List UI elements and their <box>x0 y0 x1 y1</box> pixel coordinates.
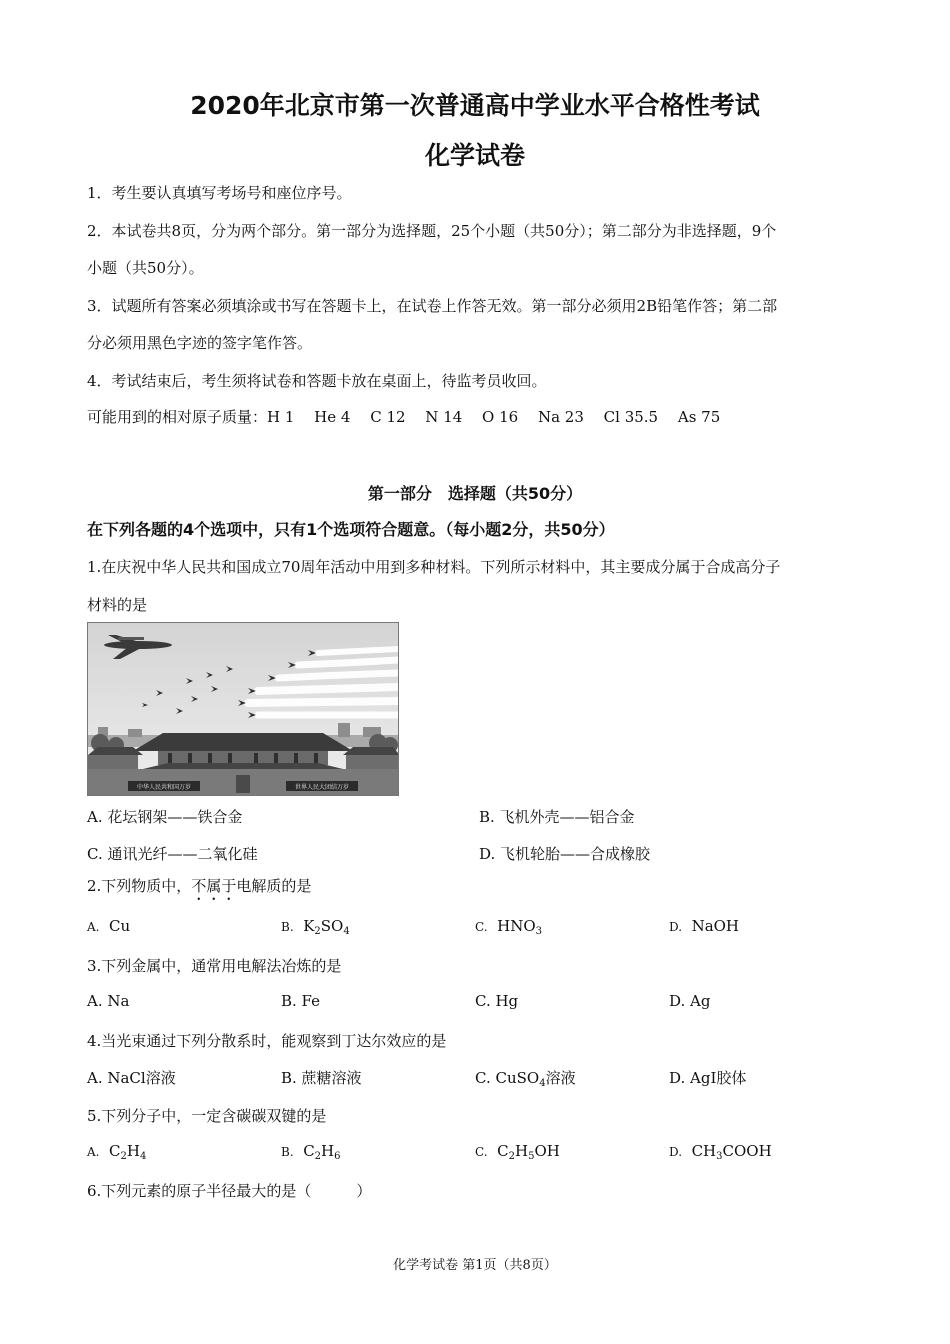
q2-a-label: A. <box>87 920 100 934</box>
q2-c-label: C. <box>475 920 488 934</box>
exam-title: 2020年北京市第一次普通高中学业水平合格性考试 <box>190 91 760 120</box>
q2-b-post: SO <box>320 917 344 935</box>
q2-option-b <box>281 917 350 937</box>
q2-d-text: NaOH <box>691 917 740 935</box>
q2-d-label: D. <box>669 920 683 934</box>
q5-b-s2: 6 <box>334 1151 341 1162</box>
q2-b-sub2: 4 <box>343 926 350 937</box>
q2-stem-post: 电解质的是 <box>236 877 312 895</box>
banner-right-text: 世界人民大团结万岁 <box>294 784 350 791</box>
q4-option-a: A. NaCl溶液 <box>87 1069 176 1087</box>
note-3a: 3．试题所有答案必须填涂或书写在答题卡上，在试卷上作答无效。第一部分必须用2B铅笔作答；第二部 <box>87 297 778 315</box>
q3-option-b: B. Fe <box>281 992 321 1010</box>
q2-option-a <box>87 917 130 935</box>
q3-stem: 3.下列金属中，通常用电解法冶炼的是 <box>87 957 342 975</box>
q5-c-pre: C <box>497 1142 509 1160</box>
note-1: 1．考生要认真填写考场号和座位序号。 <box>87 184 352 202</box>
q5-c-s1: 2 <box>508 1151 515 1162</box>
q5-option-d <box>669 1142 772 1162</box>
q1-option-a: A. 花坛钢架——铁合金 <box>87 808 243 826</box>
q5-c-mid: H <box>514 1142 529 1160</box>
q5-a-label: A. <box>87 1145 100 1159</box>
q1-stem-line1: 1.在庆祝中华人民共和国成立70周年活动中用到多种材料。下列所示材料中，其主要成分属于合成高分子 <box>87 558 781 576</box>
q5-b-pre: C <box>303 1142 315 1160</box>
q4-option-d: D. AgI胶体 <box>669 1069 747 1087</box>
q5-c-label: C. <box>475 1145 488 1159</box>
q5-stem: 5.下列分子中，一定含碳碳双键的是 <box>87 1107 327 1125</box>
q5-a-mid: H <box>126 1142 140 1160</box>
section-heading: 第一部分 选择题（共50分） <box>367 484 583 503</box>
q5-option-c <box>475 1142 560 1162</box>
page-footer: 化学考试卷 第1页（共8页） <box>393 1258 557 1273</box>
q5-option-a <box>87 1142 146 1162</box>
note-3b: 分必须用黑色字迹的签字笔作答。 <box>87 334 313 352</box>
note-2b: 小题（共50分）。 <box>87 259 204 277</box>
q5-a-s2: 4 <box>139 1151 147 1162</box>
q6-stem: 6.下列元素的原子半径最大的是（ ） <box>87 1182 372 1200</box>
q4-c-sub: 4 <box>539 1078 546 1089</box>
section-instruction: 在下列各题的4个选项中，只有1个选项符合题意。（每小题2分，共50分） <box>87 520 615 539</box>
q2-c-pre: HNO <box>497 917 536 935</box>
q5-a-s1: 2 <box>120 1151 127 1162</box>
q1-option-b: B. 飞机外壳——铝合金 <box>479 808 635 826</box>
q1-option-d: D. 飞机轮胎——合成橡胶 <box>479 845 651 863</box>
q2-c-sub: 3 <box>535 926 543 937</box>
parade-photo <box>87 622 399 796</box>
q5-b-mid: H <box>321 1142 335 1160</box>
q5-a-pre: C <box>109 1142 121 1160</box>
q5-b-label: B. <box>281 1145 294 1159</box>
parade-photo-drawing <box>88 623 398 795</box>
q5-b-s1: 2 <box>314 1151 322 1162</box>
q5-d-s1: 3 <box>716 1151 723 1162</box>
q4-stem: 4.当光束通过下列分散系时，能观察到丁达尔效应的是 <box>87 1032 447 1050</box>
q2-option-d <box>669 917 739 935</box>
q5-option-b <box>281 1142 341 1162</box>
q5-d-label: D. <box>669 1145 683 1159</box>
q3-option-c: C. Hg <box>475 992 519 1010</box>
q4-c-post: 溶液 <box>545 1069 576 1087</box>
q2-b-pre: K <box>303 917 315 935</box>
note-2a: 2．本试卷共8页，分为两个部分。第一部分为选择题，25个小题（共50分）；第二部分为非选择题，9个 <box>87 222 777 240</box>
q2-b-label: B. <box>281 920 294 934</box>
q2-stem-pre: 2.下列物质中， <box>87 877 192 895</box>
note-4: 4．考试结束后，考生须将试卷和答题卡放在桌面上，待监考员收回。 <box>87 372 547 390</box>
exam-subtitle: 化学试卷 <box>424 141 525 170</box>
banner-left-text: 中华人民共和国万岁 <box>136 784 192 791</box>
q2-option-c <box>475 917 542 937</box>
q1-option-c: C. 通讯光纤——二氧化硅 <box>87 845 258 863</box>
q5-c-s2: 5 <box>528 1151 535 1162</box>
q4-c-pre: C. CuSO <box>475 1069 540 1087</box>
q2-a-text: Cu <box>109 917 131 935</box>
q1-stem-line2: 材料的是 <box>87 596 148 614</box>
q4-option-b: B. 蔗糖溶液 <box>281 1069 362 1087</box>
q3-option-d: D. Ag <box>669 992 711 1010</box>
q5-d-post: COOH <box>722 1142 772 1160</box>
atomic-masses: 可能用到的相对原子质量：H 1 He 4 C 12 N 14 O 16 Na 23 Cl 35.5 As 75 <box>87 408 721 426</box>
q3-option-a: A. Na <box>87 992 130 1010</box>
q2-stem-emphasis: 不属于 <box>191 877 237 895</box>
q2-stem <box>87 875 311 904</box>
q5-c-post: OH <box>534 1142 560 1160</box>
q2-b-sub1: 2 <box>314 926 321 937</box>
q4-option-c <box>475 1067 576 1089</box>
q5-d-pre: CH <box>691 1142 717 1160</box>
